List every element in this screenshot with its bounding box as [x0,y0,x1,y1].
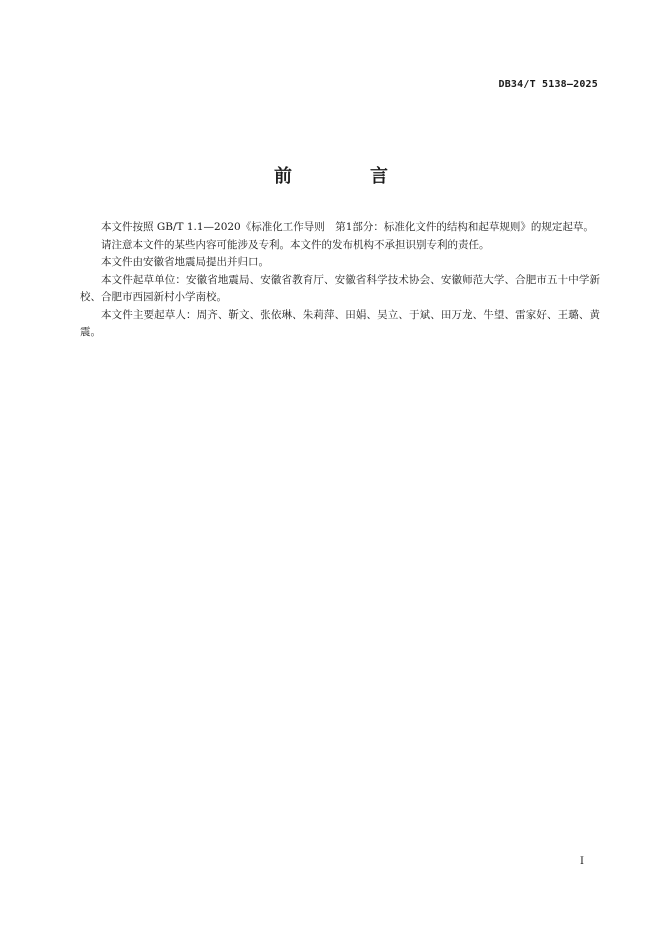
paragraph-drafting-units: 本文件起草单位：安徽省地震局、安徽省教育厅、安徽省科学技术协会、安徽师范大学、合肥市五十中学新校、合肥市西园新村小学南校。 [80,273,600,303]
page-number: I [580,856,584,867]
paragraph-patent-notice: 请注意本文件的某些内容可能涉及专利。本文件的发布机构不承担识别专利的责任。 [101,238,490,251]
paragraph-drafters: 本文件主要起草人：周齐、靳文、张依琳、朱莉萍、田娟、吴立、于斌、田万龙、牛望、雷家好、王璐、黄震。 [80,308,600,338]
foreword-body [80,219,600,342]
page-title: 前 言 [274,166,418,187]
document-code: DB34/T 5138—2025 [498,79,598,90]
paragraph-drafting-basis: 本文件按照 GB/T 1.1—2020《标准化工作导则 第1部分：标准化文件的结构和起草规则》的规定起草。 [101,221,594,233]
paragraph-proposer: 本文件由安徽省地震局提出并归口。 [101,256,269,268]
